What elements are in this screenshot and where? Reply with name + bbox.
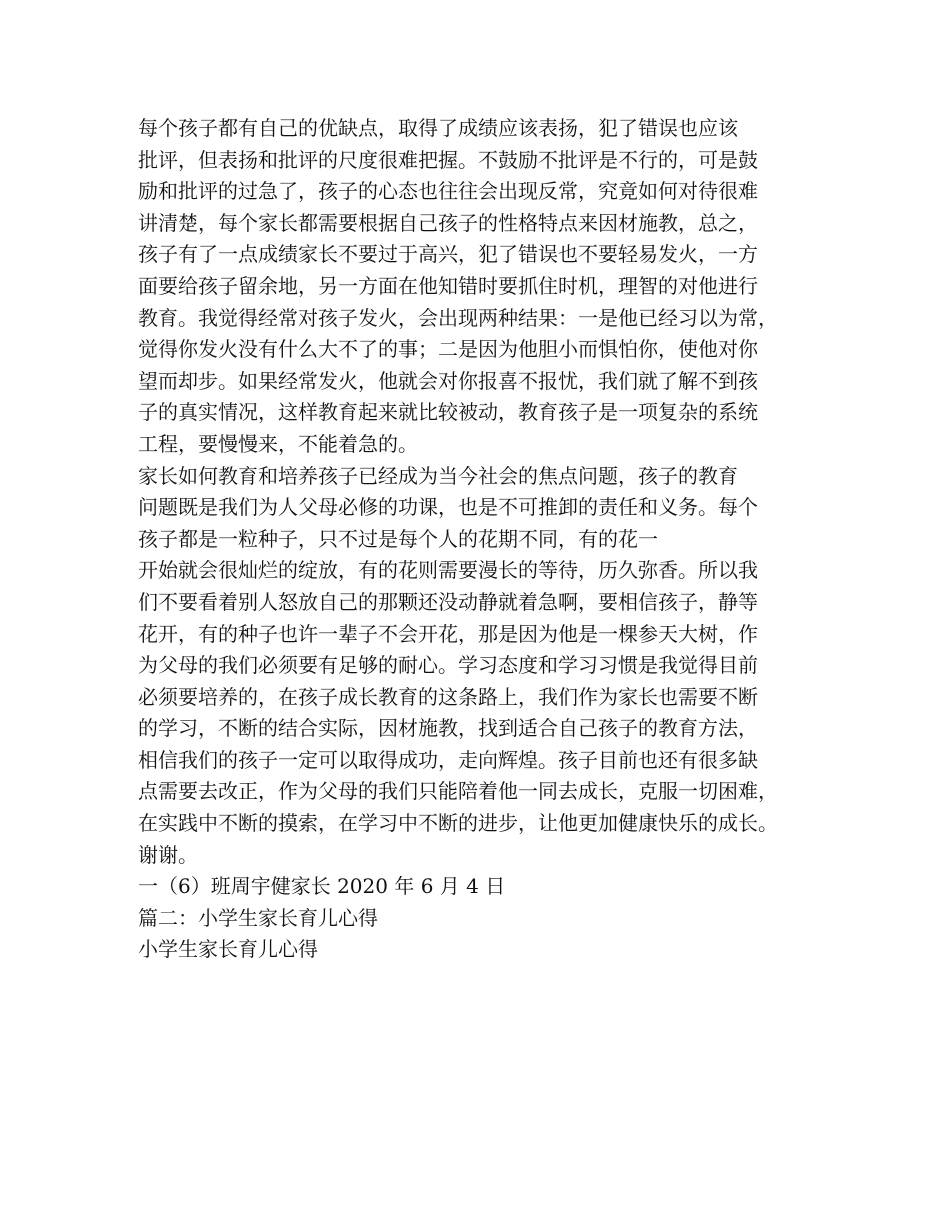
text-line: 觉得你发火没有什么大不了的事；二是因为他胆小而惧怕你，使他对你	[138, 337, 758, 362]
text-line: 工程，要慢慢来，不能着急的。	[138, 431, 418, 456]
text-line: 子的真实情况，这样教育起来就比较被动，教育孩子是一项复杂的系统	[138, 400, 758, 425]
text-line: 孩子都是一粒种子，只不过是每个人的花期不同，有的花一	[138, 526, 658, 551]
document-body	[138, 113, 838, 966]
section-heading: 篇二：小学生家长育儿心得	[138, 905, 378, 930]
text-line: 开始就会很灿烂的绽放，有的花则需要漫长的等待，历久弥香。所以我	[138, 558, 758, 583]
text-line: 点需要去改正，作为父母的我们只能陪着他一同去成长，克服一切困难，	[138, 779, 778, 804]
text-line: 励和批评的过急了，孩子的心态也往往会出现反常，究竟如何对待很难	[138, 179, 758, 204]
text-line: 的学习，不断的结合实际，因材施教，找到适合自己孩子的教育方法，	[138, 716, 758, 741]
text-line: 每个孩子都有自己的优缺点，取得了成绩应该表扬，犯了错误也应该	[138, 116, 738, 140]
section-title: 小学生家长育儿心得	[138, 937, 318, 962]
text-line: 讲清楚，每个家长都需要根据自己孩子的性格特点来因材施教，总之，	[138, 210, 758, 235]
text-line: 望而却步。如果经常发火，他就会对你报喜不报忧，我们就了解不到孩	[138, 368, 758, 393]
text-line: 孩子有了一点成绩家长不要过于高兴，犯了错误也不要轻易发火，一方	[138, 242, 758, 267]
text-line: 谢谢。	[138, 842, 198, 867]
signature-line: 一（6）班周宇健家长 2020 年 6 月 4 日	[138, 874, 506, 899]
text-line: 在实践中不断的摸索，在学习中不断的进步，让他更加健康快乐的成长。	[138, 811, 778, 836]
text-line: 为父母的我们必须要有足够的耐心。学习态度和学习习惯是我觉得目前	[138, 653, 758, 678]
text-line: 们不要看着别人怒放自己的那颗还没动静就着急啊，要相信孩子，静等	[138, 589, 758, 614]
text-line: 面要给孩子留余地，另一方面在他知错时要抓住时机，理智的对他进行	[138, 273, 758, 298]
text-line: 家长如何教育和培养孩子已经成为当今社会的焦点问题，孩子的教育	[138, 463, 738, 488]
text-line: 批评，但表扬和批评的尺度很难把握。不鼓励不批评是不行的，可是鼓	[138, 147, 758, 172]
text-line: 教育。我觉得经常对孩子发火，会出现两种结果：一是他已经习以为常，	[138, 305, 778, 330]
text-line: 问题既是我们为人父母必修的功课，也是不可推卸的责任和义务。每个	[138, 495, 758, 520]
text-line: 必须要培养的，在孩子成长教育的这条路上，我们作为家长也需要不断	[138, 684, 758, 709]
text-line: 相信我们的孩子一定可以取得成功，走向辉煌。孩子目前也还有很多缺	[138, 747, 758, 772]
text-line: 花开，有的种子也许一辈子不会开花，那是因为他是一棵参天大树，作	[138, 621, 758, 646]
